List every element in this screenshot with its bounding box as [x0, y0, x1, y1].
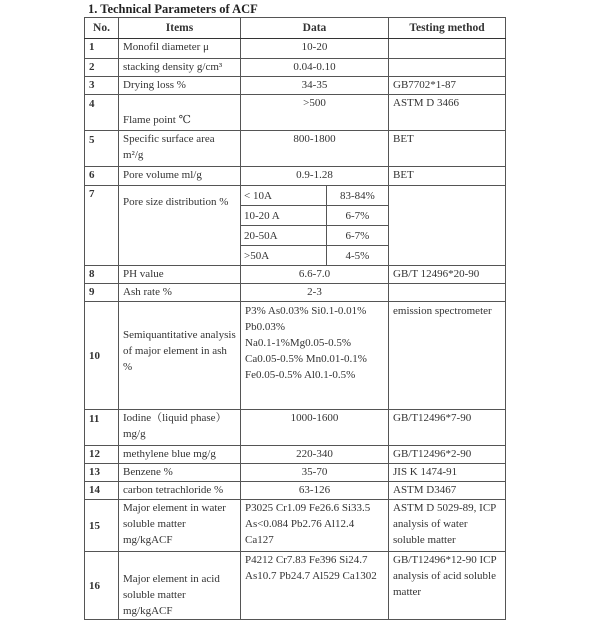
item-cell: stacking density g/cm³: [119, 59, 241, 77]
row-number: 2: [85, 59, 119, 77]
header-data: Data: [241, 18, 389, 39]
row-number: 12: [85, 446, 119, 464]
data-cell: P3025 Cr1.09 Fe26.6 Si33.5 As<0.084 Pb2.76 Al12.4 Ca127: [241, 500, 389, 552]
table-row: [85, 552, 506, 620]
row-number: 7: [85, 186, 119, 266]
ash-element-line: P3% As0.03% Si0.1-0.01%: [245, 305, 367, 317]
row-number: 15: [85, 500, 119, 552]
item-cell: Flame point ℃: [119, 95, 241, 131]
data-cell: [241, 302, 389, 410]
pore-size-percent: 6-7%: [326, 206, 388, 226]
subtable-row: [241, 226, 388, 246]
header-no: No.: [85, 18, 119, 39]
method-cell: [389, 59, 506, 77]
item-cell: Pore size distribution %: [119, 186, 241, 266]
ash-element-line: Na0.1-1%Mg0.05-0.5%: [245, 337, 352, 349]
ash-element-line: Fe0.05-0.5% Al0.1-0.5%: [245, 369, 356, 381]
method-cell: GB/T12496*2-90: [389, 446, 506, 464]
row-number: 11: [85, 410, 119, 446]
subtable-row: [241, 206, 388, 226]
row-number: 16: [85, 552, 119, 620]
table-row: [85, 59, 506, 77]
item-cell: PH value: [119, 266, 241, 284]
pore-size-range: 20-50A: [241, 226, 326, 246]
method-cell: ASTM D 5029-89, ICP analysis of water soluble matter: [389, 500, 506, 552]
table-row: [85, 482, 506, 500]
data-cell: >500: [241, 95, 389, 131]
subtable-row: [241, 246, 388, 266]
ash-element-line: Ca0.05-0.5% Mn0.01-0.1%: [245, 353, 367, 365]
item-cell: methylene blue mg/g: [119, 446, 241, 464]
table-row: [85, 77, 506, 95]
method-cell: [389, 186, 506, 266]
data-cell: 10-20: [241, 39, 389, 59]
item-cell: Drying loss %: [119, 77, 241, 95]
method-cell: [389, 39, 506, 59]
row-number: 13: [85, 464, 119, 482]
table-row: [85, 302, 506, 410]
data-cell: 2-3: [241, 284, 389, 302]
table-row: [85, 266, 506, 284]
item-cell: Specific surface area m²/g: [119, 131, 241, 167]
method-cell: ASTM D 3466: [389, 95, 506, 131]
method-cell: JIS K 1474-91: [389, 464, 506, 482]
data-cell: 34-35: [241, 77, 389, 95]
pore-size-subtable: [241, 186, 388, 265]
method-cell: [389, 284, 506, 302]
table-row: [85, 446, 506, 464]
row-number: 14: [85, 482, 119, 500]
pore-size-subtable-cell: [241, 186, 389, 266]
method-cell: emission spectrometer: [389, 302, 506, 410]
row-number: 4: [85, 95, 119, 131]
row-number: 3: [85, 77, 119, 95]
item-cell: Semiquantitative analysis of major element in ash %: [119, 302, 241, 410]
data-cell: 800-1800: [241, 131, 389, 167]
data-cell: 220-340: [241, 446, 389, 464]
item-cell: Major element in water soluble matter mg/kgACF: [119, 500, 241, 552]
header-testing-method: Testing method: [389, 18, 506, 39]
method-cell: GB7702*1-87: [389, 77, 506, 95]
item-cell: Pore volume ml/g: [119, 167, 241, 186]
data-cell: 1000-1600: [241, 410, 389, 446]
pore-size-range: 10-20 A: [241, 206, 326, 226]
table-row: [85, 167, 506, 186]
technical-parameters-table: [84, 17, 506, 620]
table-row: [85, 464, 506, 482]
data-cell: 35-70: [241, 464, 389, 482]
row-number: 8: [85, 266, 119, 284]
item-cell: Benzene %: [119, 464, 241, 482]
table-row: [85, 410, 506, 446]
table-row: [85, 131, 506, 167]
method-cell: BET: [389, 131, 506, 167]
item-cell: Iodine（liquid phase）mg/g: [119, 410, 241, 446]
table-header-row: [85, 18, 506, 39]
method-cell: GB/T12496*7-90: [389, 410, 506, 446]
item-cell: Major element in acid soluble matter mg/kgACF: [119, 552, 241, 620]
pore-size-range: < 10A: [241, 186, 326, 206]
row-number: 10: [85, 302, 119, 410]
row-number: 9: [85, 284, 119, 302]
table-row: [85, 186, 506, 266]
row-number: 1: [85, 39, 119, 59]
data-cell: P4212 Cr7.83 Fe396 Si24.7 As10.7 Pb24.7 Al529 Ca1302: [241, 552, 389, 620]
subtable-row: [241, 186, 388, 206]
table-row: [85, 39, 506, 59]
data-cell: 0.9-1.28: [241, 167, 389, 186]
item-cell: Ash rate %: [119, 284, 241, 302]
table-row: [85, 500, 506, 552]
pore-size-range: >50A: [241, 246, 326, 266]
table-row: [85, 95, 506, 131]
data-cell: 0.04-0.10: [241, 59, 389, 77]
data-cell: 63-126: [241, 482, 389, 500]
table-row: [85, 284, 506, 302]
item-cell: Monofil diameter μ: [119, 39, 241, 59]
pore-size-percent: 83-84%: [326, 186, 388, 206]
method-cell: GB/T 12496*20-90: [389, 266, 506, 284]
item-cell: carbon tetrachloride %: [119, 482, 241, 500]
document-title: 1. Technical Parameters of ACF: [88, 2, 258, 16]
row-number: 6: [85, 167, 119, 186]
row-number: 5: [85, 131, 119, 167]
pore-size-percent: 6-7%: [326, 226, 388, 246]
data-cell: 6.6-7.0: [241, 266, 389, 284]
pore-size-percent: 4-5%: [326, 246, 388, 266]
method-cell: BET: [389, 167, 506, 186]
header-items: Items: [119, 18, 241, 39]
ash-element-line: Pb0.03%: [245, 321, 286, 333]
method-cell: GB/T12496*12-90 ICP analysis of acid soluble matter: [389, 552, 506, 620]
method-cell: ASTM D3467: [389, 482, 506, 500]
